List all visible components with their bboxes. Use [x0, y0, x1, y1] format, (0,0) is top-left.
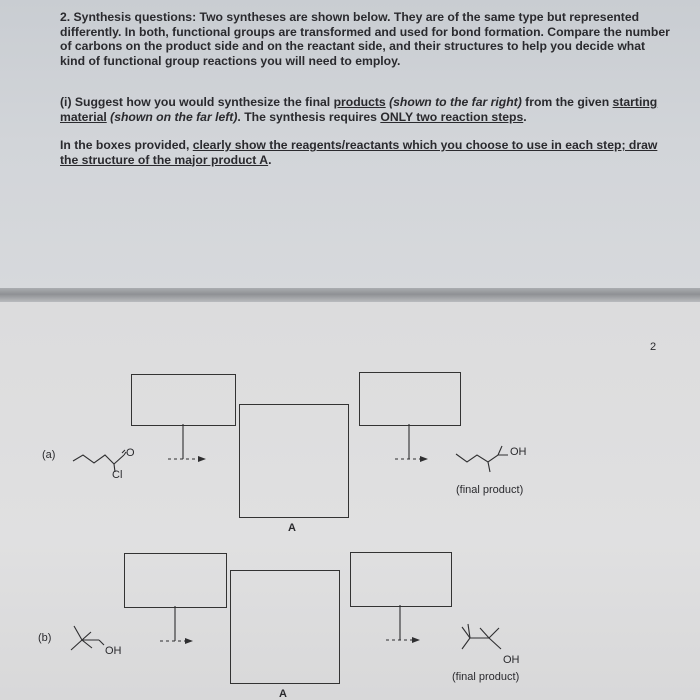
part-i-products: products: [333, 95, 386, 109]
instructions-bold: In the boxes provided,: [60, 138, 190, 152]
scheme-a-A-label: A: [288, 522, 296, 534]
scheme-b-start-OH: OH: [105, 645, 122, 657]
scheme-a-final-product-caption: (final product): [456, 484, 524, 496]
scheme-b-label: (b): [38, 632, 52, 644]
instructions-underlined: clearly show the reagents/reactants which you choose to use in each step; draw the structure of the major product A: [60, 138, 658, 167]
scheme-b-final-product-caption: (final product): [452, 671, 520, 683]
part-i-shown-right: (shown to the far right): [385, 95, 522, 109]
part-i-end: .: [523, 109, 527, 124]
scheme-b-arrow-1: [160, 606, 193, 644]
scheme-a-label: (a): [42, 449, 56, 461]
scheme-a-start-O: O: [126, 447, 135, 459]
part-i-material: material: [60, 109, 107, 124]
scheme-a-product-OH: OH: [510, 446, 527, 458]
scheme-b-product-OH: OH: [503, 654, 520, 666]
question-heading: 2. Synthesis questions:: [60, 10, 197, 24]
part-i-requires: . The synthesis requires: [237, 109, 381, 124]
part-i-text: (i) Suggest how you would synthesize the final: [60, 95, 334, 109]
scheme-a-arrow-2: [395, 424, 428, 462]
scheme-b-final-product-structure: [462, 624, 501, 649]
part-i-starting: starting: [612, 95, 658, 109]
scheme-b-arrow-2: [386, 605, 420, 643]
instructions-end: .: [268, 152, 272, 167]
part-i-from: from the given: [521, 95, 613, 109]
part-i-two-steps: ONLY two reaction steps: [380, 109, 524, 124]
scheme-a-final-product-structure: [456, 446, 508, 472]
part-i-shown-left: (shown on the far left): [106, 109, 238, 124]
scheme-b-A-label: A: [279, 688, 287, 700]
scheme-a-start-Cl: Cl: [112, 469, 123, 481]
page-number: 2: [650, 341, 657, 353]
question-intro-text: Two syntheses are shown below. They are of the same type but represented differently. In both, functional groups are transformed and used for bond formation. Compare the number of carbons on the product side and on the reactant side, and their structures to help you decide what kind of functional group reactions you will need to employ.: [60, 10, 670, 68]
scheme-b-starting-material-structure: [71, 626, 104, 650]
scheme-a-arrow-1: [168, 424, 206, 462]
scheme-a-starting-material-structure: [73, 450, 126, 472]
